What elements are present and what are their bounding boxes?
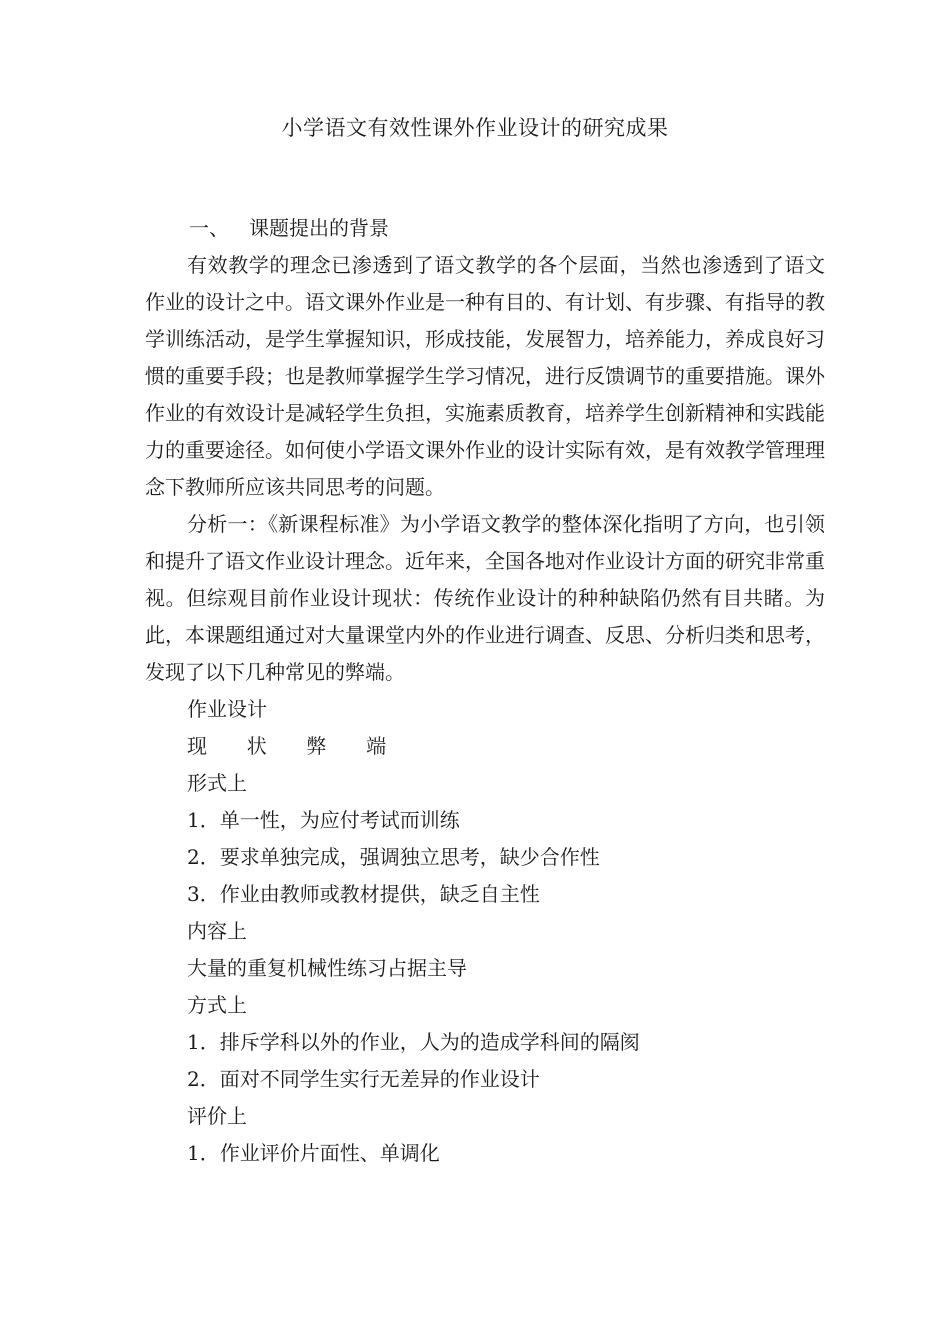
list-item: 3．作业由教师或教材提供，缺乏自主性 [187,882,540,906]
paragraph-analysis: 分析一：《新课程标准》为小学语文教学的整体深化指明了方向，也引领和提升了语文作业设计理念。近年来，全国各地对作业设计方面的研究非常重视。但综观目前作业设计现状：传统作业设计的种种缺陷仍然有目共睹。为此，本课题组通过对大量课堂内外的作业进行调查、反思、分析归类和思考，发现了以下几种常见的弊端。 [145,512,825,684]
section-number: 一、 [189,216,229,240]
content-label: 内容上 [187,919,247,943]
document-body [145,210,825,1172]
list-item: 2．要求单独完成，强调独立思考，缺少合作性 [187,845,600,869]
list-item: 1．单一性，为应付考试而训练 [187,808,460,832]
form-label: 形式上 [187,771,247,795]
method-label: 方式上 [187,993,247,1017]
list-item: 1．作业评价片面性、单调化 [187,1141,440,1165]
table-header-status [145,728,825,765]
table-header-design: 作业设计 [187,697,267,721]
eval-label: 评价上 [187,1104,247,1128]
section-heading [145,210,825,247]
table-header-status-text: 现 状 弊 端 [187,734,396,758]
list-item: 大量的重复机械性练习占据主导 [187,956,467,980]
list-item: 1．排斥学科以外的作业，人为的造成学科间的隔阂 [187,1030,640,1054]
section-heading-text: 课题提出的背景 [249,216,389,240]
list-item: 2．面对不同学生实行无差异的作业设计 [187,1067,540,1091]
document-title: 小学语文有效性课外作业设计的研究成果 [281,116,669,140]
paragraph-background: 有效教学的理念已渗透到了语文教学的各个层面，当然也渗透到了语文作业的设计之中。语文课外作业是一种有目的、有计划、有步骤、有指导的教学训练活动，是学生掌握知识，形成技能，发展智力，培养能力，养成良好习惯的重要手段；也是教师掌握学生学习情况，进行反馈调节的重要措施。课外作业的有效设计是减轻学生负担，实施素质教育，培养学生创新精神和实践能力的重要途径。如何使小学语文课外作业的设计实际有效，是有效教学管理理念下教师所应该共同思考的问题。 [145,253,825,499]
